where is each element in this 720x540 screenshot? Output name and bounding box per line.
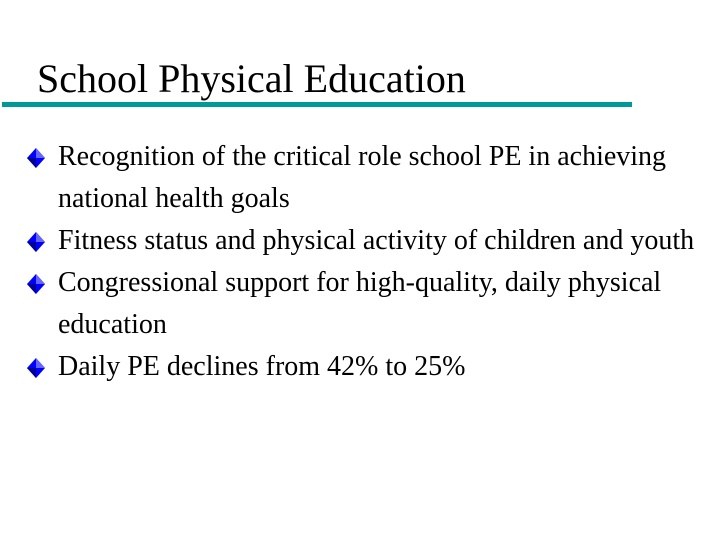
diamond-bullet-icon	[24, 356, 48, 380]
bullet-text: Recognition of the critical role school PE in achieving national health goals	[58, 141, 667, 214]
diamond-bullet-icon	[24, 146, 48, 170]
bullet-text: Daily PE declines from 42% to 25%	[58, 351, 466, 382]
title-underline	[2, 102, 632, 107]
bullet-item	[24, 262, 704, 346]
bullet-item	[24, 346, 704, 388]
bullet-list	[24, 136, 704, 388]
bullet-text: Congressional support for high-quality, daily physical education	[58, 267, 662, 340]
slide-title: School Physical Education	[37, 56, 466, 101]
bullet-item	[24, 136, 704, 220]
bullet-text: Fitness status and physical activity of children and youth	[58, 225, 695, 256]
diamond-bullet-icon	[24, 272, 48, 296]
bullet-item	[24, 220, 704, 262]
diamond-bullet-icon	[24, 230, 48, 254]
